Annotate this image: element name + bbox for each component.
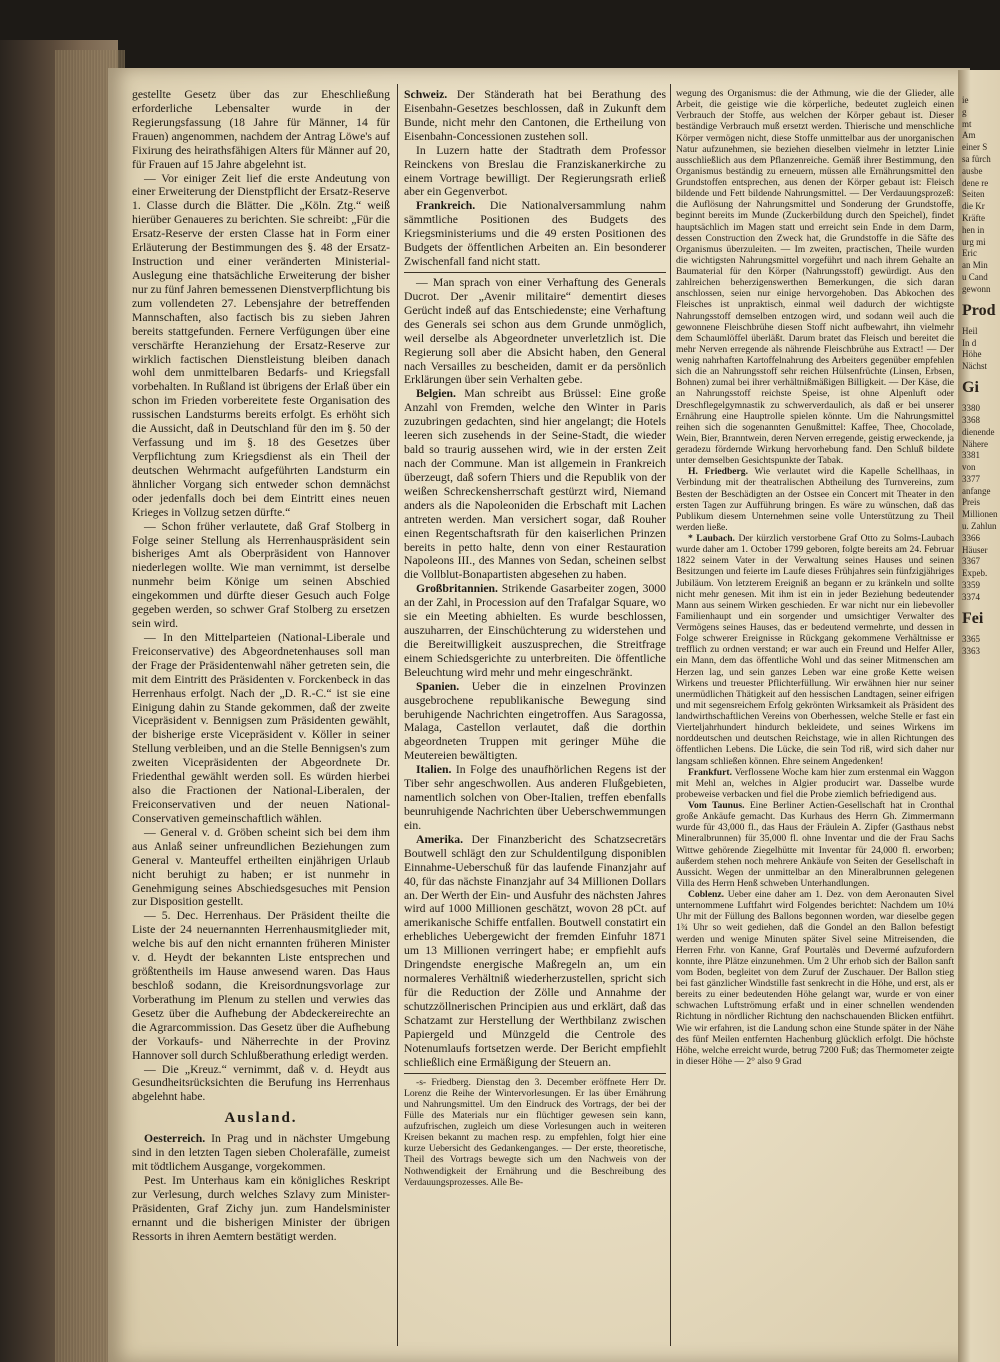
edge-fragment: Prod xyxy=(962,301,996,319)
edge-fragment: die Kr xyxy=(962,201,985,212)
edge-fragment: urg mi xyxy=(962,236,986,247)
article-text: — 5. Dec. Herrenhaus. Der Präsident theilte die Liste der 24 neuernannten Herrenhausmitglieder mit, welche bis auf den nicht ernannten früheren Minister v. d. Heydt der bekannten Liste entsprechen und größtentheils im Hause anwesend waren. Das Haus beschloß sodann, die Kreisordnungsvorlage zur Vorberathung im Plenum zu stellen und verwies das Gesetz über die Aufhebung der Abdeckereirechte an die Agrarcommission. Das Gesetz über die Aufhebung der Vorkaufs- und Näherrechte in der Provinz Hannover soll durch Schlußberathung erledigt werden. xyxy=(132,909,390,1062)
country-heading: Amerika. xyxy=(416,832,464,846)
edge-fragment: Seiten xyxy=(962,189,985,200)
edge-fragment: 3380 xyxy=(962,403,980,414)
edge-fragment: 3365 xyxy=(962,633,980,644)
article-text: In Prag und in nächster Umgebung sind in den letzten Tagen sieben Cholerafälle, zumeist mit tödtlichem Ausgange, vorgekommen. xyxy=(132,1132,390,1173)
article-text: Pest. Im Unterhaus kam ein königliches Reskript zur Verlesung, durch welches Szlavy zum Minister-Präsidenten, Graf Zichy jun. zum Handelsminister ernannt und die bisherigen Minister der übrigen Ressorts in ihren Aemtern bestätigt werden. xyxy=(132,1173,390,1243)
edge-fragment: Häuser xyxy=(962,544,988,555)
article-text: Der Finanzbericht des Schatzsecretärs Boutwell schlägt den zur Schuldentilgung disponiblen Einnahme-Ueberschuß für das laufende Finanzjahr auf 40, für das nächste Finanzjahr auf 34 Millionen Dollars an. Der Werth der Ein- und Ausfuhr des nächsten Jahres wird auf 1000 Millionen geschätzt, wovon 28 pCt. auf amerikanische Schiffe entfallen. Boutwell constatirt ein erhebliches Uebergewicht der fremden Einfuhr 1871 um 13 Millionen verringert habe; er empfiehlt aufs Dringendste energische Maßregeln an, um ein normaleres Verhältniß wiederherzustellen, spricht sich für die Reduction der Zölle und Annahme der schutzzöllnerischen Principien aus und erklärt, daß das Schatzamt zur Herstellung der Werthbilanz zwischen Papiergeld und Münzgeld die Centrole des Notenumlaufs fortsetzen werde. Der Bericht empfiehlt schließlich eine Ermäßigung der Steuern an. xyxy=(404,832,666,1069)
edge-fragment: sa fürch xyxy=(962,153,991,164)
article-text: Wie verlautet wird die Kapelle Schellhaas, in Verbindung mit der theatralischen Abtheilung des Turnvereins, zum Besten der Beschädigten an der Ostsee ein Concert mit Theater in den ersten Tagen zur Aufführung bringen. Es wäre zu wünschen, daß das Publikum diesem Unternehmen seine volle Unterstützung zu Theil werden ließe. xyxy=(676,466,954,533)
edge-fragment: einer S xyxy=(962,142,988,153)
article-text: Strikende Gasarbeiter zogen, 3000 an der Zahl, in Procession auf den Trafalgar Square, wo sie ein Meeting abhielten. Es wurde beschlossen, auszuharren, der Einschüchterung zu widerstehen und die Bereitwilligkeit auszusprechen, die Streitfrage einem Schiedsgerichte zu unterbreiten. Die öffentliche Beleuchtung wird mehr und mehr eingeschränkt. xyxy=(404,582,666,679)
country-heading: Spanien. xyxy=(416,679,460,693)
edge-fragment: In d xyxy=(962,337,977,348)
country-heading: Schweiz. xyxy=(404,88,448,101)
article-text: Ueber die in einzelnen Provinzen ausgebrochene republikanische Bewegung sind beruhigende Nachrichten eingetroffen. Aus Saragossa, Malaga, Castellon verlautet, daß die dorthin abgeordneten Truppen mit geringer Mühe die Meutereien bewältigten. xyxy=(404,679,666,763)
article-text: -s- Friedberg. Dienstag den 3. December eröffnete Herr Dr. Lorenz die Reihe der Wintervorlesungen. Er las über Ernährung und Nahrungsmittel. Um den Eindruck des Vortrags, der bei der Fülle des Materials nur ein flüchtiger gewesen sein kann, aufzufrischen, zugleich um diese Vorlesungen auch in weiteren Kreisen bekannt zu machen resp. zu empfehlen, folgt hier eine kurze Uebersicht des Gedankenganges. — Der erste, theoretische, Theil des Vortrags bewegte sich um den Nachweis von der Nothwendigkeit der Ernährung und die Beschreibung des Verdauungsprozesses. Alle Be- xyxy=(404,1076,666,1188)
edge-fragment: Fei xyxy=(962,609,984,627)
article-text: Eine Berliner Actien-Gesellschaft hat in Cronthal große Ankäufe gemacht. Das Kurhaus des Herrn Gh. Zimmermann wurde für 43,000 fl., das Haus der Fräulein A. Zipfer (Gasthaus nebst Mineralbrunnen) für 35,000 fl. ohne Inventar und die der Frau Sachs Wittwe gehörende Ziegelhütte mit Inventar für 24,000 fl. erworben; außerdem stehen noch mehrere Ankäufe von Seiten der Gesellschaft in Aussicht. Wegen der unmittelbar an den Mineralbrunnen gelegenen Villa des Herrn Henß schweben Unterhandlungen. xyxy=(676,800,954,889)
column-1 xyxy=(132,88,390,1343)
section-heading: Ausland. xyxy=(224,1110,298,1127)
country-heading: Italien. xyxy=(416,763,452,777)
edge-fragment: Millionen xyxy=(962,509,998,520)
edge-fragment: Eric xyxy=(962,248,977,259)
edge-fragment: 3381 xyxy=(962,450,980,461)
country-heading: Oesterreich. xyxy=(144,1132,206,1146)
country-heading: Belgien. xyxy=(416,387,456,401)
article-text: In Luzern hatte der Stadtrath dem Professor Reinckens von Breslau die Franziskanerkirche zu einem Vortrage bewilligt. Der Regierungsrath erließ aber ein Gegenverbot. xyxy=(404,143,666,199)
edge-fragment: ausbe xyxy=(962,165,983,176)
country-heading: Großbritannien. xyxy=(416,582,498,596)
edge-fragment: 3366 xyxy=(962,532,980,543)
edge-fragment: 3377 xyxy=(962,473,980,484)
place-heading: Frankfurt. xyxy=(688,766,732,778)
edge-fragment: Heil xyxy=(962,325,978,336)
edge-fragment: anfange xyxy=(962,485,991,496)
edge-fragment: von xyxy=(962,462,976,473)
article-text: — Schon früher verlautete, daß Graf Stolberg in Folge seiner Stellung als Herrenhauspräsident sein bisheriges Amt als Oberpräsident von Hannover niederlegen wollte. Wie man vernimmt, ist derselbe nunmehr beim Könige um seinen Abschied eingekommen und dürfte dieser Gesuch auch Folge gegeben werden, so schwer Graf Stolberg zu ersetzen sein wird. xyxy=(132,519,390,631)
article-text: In Folge des unaufhörlichen Regens ist der Tiber sehr angeschwollen. Aus anderen Flußgebieten, namentlich solchen von Ober-Italien, treffen ebenfalls beunruhigende Nachrichten über Ueberschwemmungen ein. xyxy=(404,763,666,832)
article-text: Der Ständerath hat bei Berathung des Eisenbahn-Gesetzes beschlossen, daß in Zukunft dem Bunde, nicht mehr den Cantonen, die Ertheilung von Eisenbahn-Concessionen zustehen soll. xyxy=(404,88,666,143)
edge-fragment: Gi xyxy=(962,378,979,396)
edge-fragment: ie xyxy=(962,95,969,105)
edge-fragment: Preis xyxy=(962,497,980,508)
article-text: — Die „Kreuz.“ vernimmt, daß v. d. Heydt aus Gesundheitsrücksichten die Berufung ins Herrenhaus abgelehnt habe. xyxy=(132,1062,390,1104)
article-text: — General v. d. Gröben scheint sich bei dem ihm aus Anlaß seiner unfreundlichen Beziehungen zum General v. Manteuffel ertheilten einjährigen Urlaub nicht beruhigt zu haben; er ist nunmehr in Genehmigung seines Abschiedsgesuches mit Pension zur Disposition gestellt. xyxy=(132,825,390,909)
edge-fragment: Höhe xyxy=(962,349,982,360)
edge-fragment: Kräfte xyxy=(962,212,985,223)
place-heading: * Laubach. xyxy=(688,533,735,544)
edge-fragment: g xyxy=(962,106,967,117)
article-text: Ueber eine daher am 1. Dez. von dem Aeronauten Sivel unternommene Luftfahrt wird Folgendes berichtet: Nachdem um 10¼ Uhr mit der Füllung des Ballons begonnen worden, war dieselbe gegen 1¾ Uhr so weit gediehen, daß die Gondel an den Ballon befestigt werden und wenige Minuten später Sivel seine Mitreisenden, die Herren Frhr. von Kanne, Graf Pourtalès und Devermé aufzufordern konnte, ihre Plätze einzunehmen. Um 2 Uhr erhob sich der Ballon sanft vom Boden, begleitet von dem Zuruf der Zuschauer. Der Ballon stieg bei fast gänzlicher Windstille fast senkrecht in die Höhe, und erst, als er bereits zu einer bedeutenden Höhe gelangt war, wurde er von einer schwachen Luftströmung erfaßt und in einer schnellen wendenden Richtung in nördlicher Richtung den nachschauenden Blicken entführt. Wie wir erfahren, ist die Landung schon eine Stunde später in der Nähe des fünf Meilen entfernten Hachenburg glücklich erfolgt. Die höchste Höhe, welche erreicht wurde, betrug 7200 Fuß; das Thermometer zeigte in dieser Höhe — 2° also 9 Grad xyxy=(676,889,954,1067)
divider xyxy=(404,272,666,273)
divider xyxy=(404,1073,666,1074)
edge-fragment: 3367 xyxy=(962,556,980,567)
edge-fragment: mt xyxy=(962,118,972,129)
edge-fragment: gewonn xyxy=(962,283,991,294)
article-text: Der kürzlich verstorbene Graf Otto zu Solms-Laubach wurde daher am 1. October 1799 geboren, folgte bereits am 24. Februar 1822 seinem Vater in der Verwaltung seines Hauses und seinen Besitzungen und feierte im Laufe dieses Frühjahres sein fünfzigjähriges Jubiläum. Von letzterem Ereigniß an begann er zu kränkeln und sollte nicht mehr genesen. Mit ihm ist ein in jeder Beziehung bedeutender Mann aus seinem Wirken geschieden. Er war nicht nur ein liebevoller Familienhaupt und ein sorgender und umsichtiger Verwalter des Vermögens seines Hauses, das er bedeutend vermehrte, und dessen in Folge schwerer Ereignisse in Rückgang gekommene Verhältnisse er trefflich zu ordnen verstand; er war auch ein Freund und Helfer Aller, ein Mann, dem das öffentliche Wohl und das seiner Mitmenschen am Herzen lag, und sein ganzes Leben war eine große Kette weisen Wirkens und treuester Pflichterfüllung. Wir erwähnen hier nur seiner unermüdlichen Thätigkeit auf den hessischen Landtagen, seiner eifrigen und mit segensreichem Erfolg gekrönten Wirksamkeit als Präsident des landwirthschaftlichen Vereins von Oberhessen, welche Stelle er fast ein Vierteljahrhundert hindurch bekleidete, und seines Wirkens im norddeutschen und deutschen Reichstage, wie in allen Richtungen des öffentlichen Lebens. Die Lücke, die sein Tod riß, wird sich daher nur langsam schließen können. Ehre seinem Angedenken! xyxy=(676,533,954,767)
edge-fragment: hen in xyxy=(962,224,985,235)
edge-fragment: dene re xyxy=(962,177,989,188)
article-text: — Man sprach von einer Verhaftung des Generals Ducrot. Der „Avenir militaire“ dementirt dieses Gerücht indeß auf das Entschiedenste; eine Verhaftung des Generals sei schon aus dem Grunde unmöglich, weil derselbe als Abgeordneter unverletzlich ist. Die Regierung soll aber die Absicht haben, den General nach Versailles zu bescheiden, damit er da persönlich Erklärungen über sein Verhalten gebe. xyxy=(404,275,666,387)
edge-fragment: dienende xyxy=(962,426,995,437)
article-text: — In den Mittelparteien (National-Liberale und Freiconservative) des Abgeordnetenhauses soll man der Frage der Präsidentenwahl näher getreten sein, die mit dem Eintritt des Präsidenten v. Forckenbeck in das Herrenhaus erfolgt. Nach der „D. R.-C.“ ist sie eine Einigung dahin zu Stande gekommen, daß der zweite Vicepräsident v. Bennigsen zum Präsidenten gewählt, der bisherige erste Vicepräsident v. Köller in seiner Stellung verbleiben, und an die Stelle Bennigsen's zum zweiten Vicepräsidenten der Abgeordnete Dr. Friedenthal gewählt werden soll. Es würden hierbei also die Fractionen der National-Liberalen, der Freiconservativen und der neuen National-Conservativen gemeinschaftlich wählen. xyxy=(132,630,390,825)
article-text: wegung des Organismus: die der Athmung, wie die der Glieder, alle Arbeit, die geistige wie die körperliche, bedeutet zugleich einen Verbrauch der Stoffe, aus welchen der Körper gebaut ist. Dieser beständige Verbrauch muß ersetzt werden. Thierische und menschliche Körper vermögen nicht, diese Stoffe unmittelbar aus der unorganischen Natur aufzunehmen, sie beziehen dieselben vielmehr in letzter Linie ausschließlich aus dem Pflanzenreiche. Gemäß ihrer Bestimmung, den Organismus beständig zu erneuern, müssen alle Ernährungsmittel den Grundstoffen entsprechen, aus denen der Körper gebaut ist: Fleisch bildende und Fett bildende Nahrungsmittel. — Der Verdauungsprozeß: die Auflösung der Nahrungsmittel und Sonderung der Grundstoffe, beginnt bereits im Munde (Zuckerbildung durch den Speichel), findet hauptsächlich im Magen statt und erreicht sein Ende in dem Darm, dessen Construction den Zweck hat, die Grundstoffe in die Säfte des Organismus überzuleiten. — Im zweiten, practischen, Theile wurden die wichtigsten Nahrungsmittel vorgeführt und nach ihrem Gehalte an Baumaterial für den Körper (Nahrungsstoff) gewürdigt. Aus den zahlreichen beherzigenswerthen Bemerkungen, die sich daran anschlossen, seien nur einige hervorgehoben. Das Abkochen des Fleisches ist unpraktisch, einmal weil dadurch der wichtigste Nahrungsstoff demselben entzogen wird, und sodann weil auch die gewonnene Fleischbrühe diesen Stoff nicht aufbewahrt, ihn vielmehr dem Schaumlöffel überläßt. Darum bratet das Fleisch und bereitet die mehr Nerven erregende als nährende Fleischbrühe aus Extract! — Der wenig nahrhaften Kartoffelnahrung des Arbeiters gegenüber empfehlen sich die an Nahrungsstoff sehr reichen Hülsenfrüchte (Linsen, Erbsen, Bohnen) zumal bei ihrer verhältnißmäßigen Billigkeit. — Der Käse, die an Nahrungsstoff reichste Speise, ist ohne Alpenluft oder Dreschflegelgymnastik zu schwerverdaulich, als daß er bei unserer Ernährung eine Hauptrolle spielen könnte. Um die Nahrungsmittel reihen sich die sogenannten Genußmittel: Kaffee, Thee, Chocolade, Wein, Bier, Branntwein, deren Nerven erregende, geistig erweckende, ja geradezu fördernde Wirkung hervorhebung fand. Den Schluß bildete unter demselben Gesichtspunkte der Tabak. xyxy=(676,88,954,467)
column-rule xyxy=(670,84,671,1346)
edge-fragment: 3363 xyxy=(962,645,980,656)
place-heading: Vom Taunus. xyxy=(688,800,745,811)
article-text: — Vor einiger Zeit lief die erste Andeutung von einer Erweiterung der Dienstpflicht der Ersatz-Reserve 1. Classe durch die Blätter. Die „Köln. Ztg.“ weiß hierüber Genaueres zu berichten. Sie schreibt: „Für die Ersatz-Reserve der ersten Classe hat in Form einer Erläuterung der Bestimmungen des §. 48 der Ersatz-Instruction und einer veränderten Ministerial-Auslegung eine thatsächliche Erweiterung der bisher nur zu fünf Jahren bemessenen Dienstverpflichtung bis zum vollendeten 27. Lebensjahre der betreffenden Mannschaften, also factisch bis zu sieben Jahren bereits stattgefunden. Fernere Verfügungen über eine verschärfte Heranziehung der Ersatz-Reserve zur wirklich factischen Dienstleistung bleiben danach wohl dem unmittelbaren Bedarfs- und Kriegsfall vorbehalten. In Rußland ist übrigens der Erlaß über ein schon im Frieden vorbereitete feste Organisation des russischen Landsturms bereits erfolgt. Es erhöht sich die Aussicht, daß in Deutschland für den im §. 50 der Verfassung und im §. 18 des Gesetzes über Verpflichtung zum Kriegsdienst als ein Theil der deutschen Wehrmacht aufgeführten Landsturm ein ähnlicher Vorgang sich entweder schon demnächst oder jedenfalls doch bei dem Eintritt eines neuen Krieges in Vollzug setzen dürfte.“ xyxy=(132,171,390,519)
column-2 xyxy=(404,88,666,1343)
edge-fragment: 3368 xyxy=(962,414,980,425)
place-heading: H. Friedberg. xyxy=(688,466,748,478)
column-rule xyxy=(397,84,398,1346)
edge-fragment: u. Zahlun xyxy=(962,521,997,532)
article-text: Verflossene Woche kam hier zum erstenmal ein Waggon mit Mehl an, welches in Algier producirt war. Dasselbe wurde probeweise verbacken und fiel die Probe ziemlich befriedigend aus. xyxy=(676,766,954,800)
facing-page-fragments xyxy=(962,95,998,1335)
edge-fragment: u Cand xyxy=(962,271,988,282)
article-text: Man schreibt aus Brüssel: Eine große Anzahl von Fremden, welche den Winter in Paris zuzubringen gedachten, sind hier angelangt; die Hotels leeren sich zusehends in der Seine-Stadt, die wieder bald so traurig aussehen wird, wie in der ersten Zeit nach der Commune. Man ist allgemein in Frankreich überzeugt, daß sofern Thiers und die Republik von der weißen Schreckensherrschaft gestürzt wird, Niemand anders als die Napoleoniden die Erbschaft mit Lachen antreten werden. Man versichert sogar, daß Rouher einen Regentschaftsrath für den kaiserlichen Prinzen bereits in petto halte, denn von einer Restauration Napoleons III., des Mannes von Sedan, scheinen selbst die Vollblut-Bonapartisten abgesehen zu haben. xyxy=(404,387,666,582)
edge-fragment: 3359 xyxy=(962,580,980,591)
edge-fragment: Nähere xyxy=(962,438,988,449)
edge-fragment: Expeb. xyxy=(962,568,988,579)
article-text: Die Nationalversammlung nahm sämmtliche Positionen des Budgets des Kriegsministeriums und die 49 ersten Positionen des Budgets der öffentlichen Arbeiten an. Ein besonderer Zwischenfall fand nicht statt. xyxy=(404,199,666,269)
place-heading: Coblenz. xyxy=(688,889,724,900)
edge-fragment: Nächst xyxy=(962,361,987,372)
column-3 xyxy=(676,88,954,1343)
edge-fragment: 3374 xyxy=(962,591,980,602)
article-text: gestellte Gesetz über das zur Eheschließung erforderliche Lebensalter wurde in der Regierungsfassung (18 Jahre für Männer, 14 für Frauen) angenommen, nachdem der Antrag Löwe's auf Fixirung des heirathsfähigen Alters für Männer auf 20, für Frauen auf 15 Jahre abgelehnt ist. xyxy=(132,88,390,171)
edge-fragment: Am xyxy=(962,130,976,141)
edge-fragment: an Min xyxy=(962,260,988,271)
country-heading: Frankreich. xyxy=(416,199,476,213)
